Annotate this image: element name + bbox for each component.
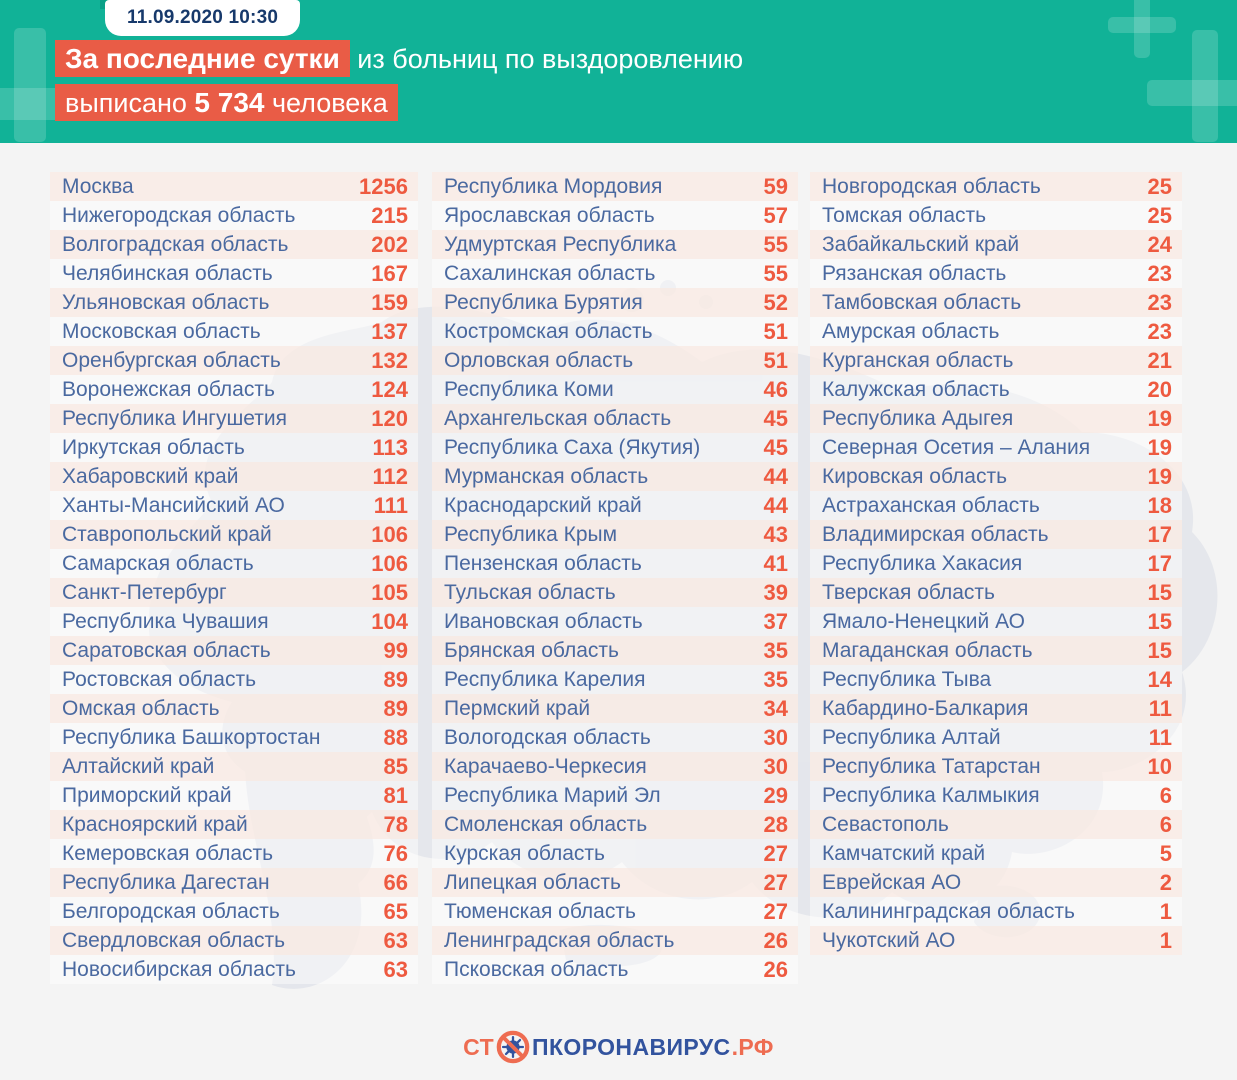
region-value: 112 bbox=[372, 463, 408, 489]
table-row bbox=[432, 636, 798, 665]
region-value: 43 bbox=[763, 521, 788, 547]
region-value: 113 bbox=[372, 434, 408, 460]
region-name: Удмуртская Республика bbox=[444, 232, 677, 256]
region-value: 45 bbox=[763, 434, 788, 460]
table-row bbox=[432, 520, 798, 549]
date-badge bbox=[105, 0, 300, 36]
region-name: Республика Бурятия bbox=[444, 290, 643, 314]
region-name: Республика Адыгея bbox=[822, 406, 1014, 430]
region-value: 120 bbox=[371, 405, 408, 431]
region-name: Красноярский край bbox=[62, 812, 248, 836]
region-value: 34 bbox=[763, 695, 788, 721]
region-value: 41 bbox=[763, 550, 788, 576]
region-name: Калужская область bbox=[822, 377, 1010, 401]
table-row bbox=[50, 230, 418, 259]
region-name: Курганская область bbox=[822, 348, 1014, 372]
region-name: Севастополь bbox=[822, 812, 949, 836]
region-name: Пензенская область bbox=[444, 551, 642, 575]
table-row bbox=[432, 462, 798, 491]
region-value: 111 bbox=[373, 492, 408, 518]
region-value: 35 bbox=[763, 666, 788, 692]
region-name: Астраханская область bbox=[822, 493, 1040, 517]
table-row bbox=[810, 578, 1182, 607]
region-name: Республика Дагестан bbox=[62, 870, 270, 894]
table-row bbox=[810, 926, 1182, 955]
table-row bbox=[432, 607, 798, 636]
headline bbox=[55, 40, 743, 121]
region-name: Забайкальский край bbox=[822, 232, 1020, 256]
region-value: 23 bbox=[1147, 289, 1172, 315]
region-value: 15 bbox=[1147, 579, 1172, 605]
region-value: 1 bbox=[1159, 927, 1172, 953]
region-name: Костромская область bbox=[444, 319, 653, 343]
logo-text-middle: ПКОРОНАВИРУС bbox=[532, 1033, 731, 1060]
region-name: Республика Татарстан bbox=[822, 754, 1041, 778]
table-row bbox=[432, 201, 798, 230]
table-row bbox=[50, 926, 418, 955]
region-value: 39 bbox=[763, 579, 788, 605]
region-name: Смоленская область bbox=[444, 812, 648, 836]
headline-rest: из больниц по выздоровлению bbox=[349, 44, 744, 74]
table-row bbox=[50, 491, 418, 520]
table-row bbox=[50, 404, 418, 433]
region-value: 11 bbox=[1148, 724, 1172, 750]
table-row bbox=[50, 868, 418, 897]
table-row bbox=[50, 201, 418, 230]
table-row bbox=[50, 462, 418, 491]
region-value: 44 bbox=[763, 492, 788, 518]
region-name: Республика Крым bbox=[444, 522, 618, 546]
region-name: Свердловская область bbox=[62, 928, 286, 952]
table-row bbox=[432, 839, 798, 868]
region-value: 23 bbox=[1147, 318, 1172, 344]
table-row bbox=[50, 607, 418, 636]
region-name: Ханты-Мансийский АО bbox=[62, 493, 285, 517]
region-name: Камчатский край bbox=[822, 841, 986, 865]
region-value: 46 bbox=[763, 376, 788, 402]
table-row bbox=[50, 375, 418, 404]
logo-text-suffix: .РФ bbox=[731, 1033, 774, 1060]
table-row bbox=[810, 549, 1182, 578]
headline-line-2 bbox=[55, 84, 743, 121]
table-row bbox=[432, 172, 798, 201]
region-value: 76 bbox=[383, 840, 408, 866]
region-value: 29 bbox=[763, 782, 788, 808]
region-name: Омская область bbox=[62, 696, 220, 720]
table-row bbox=[810, 491, 1182, 520]
region-name: Ульяновская область bbox=[62, 290, 270, 314]
table-row bbox=[432, 578, 798, 607]
region-name: Приморский край bbox=[62, 783, 232, 807]
region-value: 11 bbox=[1148, 695, 1172, 721]
region-name: Иркутская область bbox=[62, 435, 245, 459]
region-name: Псковская область bbox=[444, 957, 629, 981]
region-value: 35 bbox=[763, 637, 788, 663]
region-name: Курская область bbox=[444, 841, 605, 865]
region-name: Владимирская область bbox=[822, 522, 1049, 546]
region-name: Ростовская область bbox=[62, 667, 257, 691]
region-value: 5 bbox=[1159, 840, 1172, 866]
region-name: Республика Чувашия bbox=[62, 609, 269, 633]
table-row bbox=[810, 868, 1182, 897]
region-value: 17 bbox=[1147, 550, 1172, 576]
region-value: 89 bbox=[383, 666, 408, 692]
region-name: Новгородская область bbox=[822, 174, 1041, 198]
region-name: Калининградская область bbox=[822, 899, 1075, 923]
region-name: Ярославская область bbox=[444, 203, 655, 227]
region-value: 89 bbox=[383, 695, 408, 721]
region-value: 88 bbox=[383, 724, 408, 750]
table-row bbox=[810, 404, 1182, 433]
region-name: Саратовская область bbox=[62, 638, 271, 662]
table-row bbox=[810, 694, 1182, 723]
headline-line2-post: человека bbox=[264, 88, 388, 118]
region-name: Республика Алтай bbox=[822, 725, 1001, 749]
table-row bbox=[50, 172, 418, 201]
region-value: 27 bbox=[763, 898, 788, 924]
table-row bbox=[50, 288, 418, 317]
region-value: 52 bbox=[763, 289, 788, 315]
region-value: 137 bbox=[371, 318, 408, 344]
table-row bbox=[810, 375, 1182, 404]
region-name: Республика Башкортостан bbox=[62, 725, 321, 749]
table-row bbox=[432, 230, 798, 259]
region-name: Карачаево-Черкесия bbox=[444, 754, 647, 778]
region-name: Ямало-Ненецкий АО bbox=[822, 609, 1025, 633]
region-name: Сахалинская область bbox=[444, 261, 656, 285]
table-row bbox=[810, 230, 1182, 259]
table-row bbox=[432, 810, 798, 839]
region-name: Республика Хакасия bbox=[822, 551, 1023, 575]
region-value: 27 bbox=[763, 840, 788, 866]
table-row bbox=[810, 839, 1182, 868]
region-name: Оренбургская область bbox=[62, 348, 281, 372]
region-value: 63 bbox=[383, 927, 408, 953]
headline-line2-pre: выписано bbox=[65, 88, 195, 118]
region-value: 20 bbox=[1147, 376, 1172, 402]
region-value: 30 bbox=[763, 753, 788, 779]
table-row bbox=[432, 926, 798, 955]
table-row bbox=[50, 636, 418, 665]
table-row bbox=[50, 810, 418, 839]
region-name: Республика Мордовия bbox=[444, 174, 663, 198]
table-row bbox=[50, 317, 418, 346]
region-name: Новосибирская область bbox=[62, 957, 296, 981]
region-value: 28 bbox=[763, 811, 788, 837]
region-value: 124 bbox=[371, 376, 408, 402]
region-value: 44 bbox=[763, 463, 788, 489]
region-value: 26 bbox=[763, 956, 788, 982]
region-name: Республика Тыва bbox=[822, 667, 992, 691]
region-name: Тульская область bbox=[444, 580, 616, 604]
region-name: Челябинская область bbox=[62, 261, 273, 285]
table-row bbox=[50, 781, 418, 810]
table-row bbox=[50, 259, 418, 288]
table-row bbox=[810, 781, 1182, 810]
headline-highlight-2 bbox=[55, 84, 398, 121]
table-row bbox=[810, 607, 1182, 636]
region-name: Вологодская область bbox=[444, 725, 651, 749]
table-row bbox=[50, 346, 418, 375]
region-name: Томская область bbox=[822, 203, 987, 227]
table-row bbox=[50, 752, 418, 781]
table-row bbox=[432, 694, 798, 723]
region-value: 24 bbox=[1147, 231, 1172, 257]
region-name: Кабардино-Балкария bbox=[822, 696, 1029, 720]
region-name: Кемеровская область bbox=[62, 841, 274, 865]
region-name: Краснодарский край bbox=[444, 493, 642, 517]
table-row bbox=[810, 259, 1182, 288]
region-value: 1256 bbox=[359, 173, 408, 199]
region-name: Рязанская область bbox=[822, 261, 1007, 285]
table-row bbox=[432, 288, 798, 317]
region-value: 59 bbox=[763, 173, 788, 199]
region-name: Ивановская область bbox=[444, 609, 643, 633]
region-value: 78 bbox=[383, 811, 408, 837]
region-name: Чукотский АО bbox=[822, 928, 956, 952]
region-value: 106 bbox=[371, 550, 408, 576]
table-row bbox=[810, 752, 1182, 781]
region-name: Ленинградская область bbox=[444, 928, 675, 952]
table-row bbox=[432, 317, 798, 346]
region-value: 51 bbox=[763, 347, 788, 373]
region-value: 26 bbox=[763, 927, 788, 953]
region-value: 51 bbox=[763, 318, 788, 344]
region-name: Республика Ингушетия bbox=[62, 406, 288, 430]
table-row bbox=[50, 665, 418, 694]
no-virus-icon bbox=[496, 1030, 530, 1064]
region-column bbox=[810, 172, 1182, 955]
region-value: 132 bbox=[371, 347, 408, 373]
table-row bbox=[50, 520, 418, 549]
region-value: 21 bbox=[1147, 347, 1172, 373]
table-row bbox=[810, 172, 1182, 201]
region-value: 6 bbox=[1159, 811, 1172, 837]
region-name: Республика Марий Эл bbox=[444, 783, 661, 807]
table-row bbox=[810, 897, 1182, 926]
region-value: 17 bbox=[1147, 521, 1172, 547]
region-name: Тюменская область bbox=[444, 899, 636, 923]
table-row bbox=[810, 346, 1182, 375]
table-row bbox=[810, 723, 1182, 752]
region-name: Москва bbox=[62, 174, 134, 198]
region-value: 105 bbox=[371, 579, 408, 605]
region-name: Орловская область bbox=[444, 348, 634, 372]
region-value: 215 bbox=[371, 202, 408, 228]
region-name: Республика Коми bbox=[444, 377, 614, 401]
region-value: 19 bbox=[1147, 405, 1172, 431]
region-name: Мурманская область bbox=[444, 464, 649, 488]
table-row bbox=[50, 723, 418, 752]
region-name: Волгоградская область bbox=[62, 232, 289, 256]
table-row bbox=[432, 752, 798, 781]
table-row bbox=[50, 578, 418, 607]
region-name: Белгородская область bbox=[62, 899, 280, 923]
region-name: Тамбовская область bbox=[822, 290, 1022, 314]
region-value: 45 bbox=[763, 405, 788, 431]
table-row bbox=[432, 781, 798, 810]
region-value: 18 bbox=[1147, 492, 1172, 518]
table-row bbox=[432, 955, 798, 984]
table-row bbox=[432, 433, 798, 462]
table-row bbox=[432, 404, 798, 433]
region-name: Московская область bbox=[62, 319, 261, 343]
region-name: Кировская область bbox=[822, 464, 1008, 488]
table-row bbox=[50, 549, 418, 578]
region-value: 15 bbox=[1147, 637, 1172, 663]
region-name: Нижегородская область bbox=[62, 203, 296, 227]
region-value: 159 bbox=[371, 289, 408, 315]
table-row bbox=[810, 433, 1182, 462]
headline-highlight: За последние сутки bbox=[55, 40, 350, 77]
region-name: Республика Калмыкия bbox=[822, 783, 1040, 807]
table-row bbox=[810, 636, 1182, 665]
table-row bbox=[810, 462, 1182, 491]
date-text: 11.09.2020 10:30 bbox=[127, 7, 279, 28]
region-value: 63 bbox=[383, 956, 408, 982]
logo-text-prefix: СТ bbox=[463, 1033, 495, 1060]
table-row bbox=[50, 897, 418, 926]
table-row bbox=[432, 346, 798, 375]
region-name: Пермский край bbox=[444, 696, 591, 720]
region-name: Тверская область bbox=[822, 580, 995, 604]
region-value: 25 bbox=[1147, 202, 1172, 228]
region-name: Республика Карелия bbox=[444, 667, 646, 691]
region-name: Воронежская область bbox=[62, 377, 275, 401]
table-row bbox=[432, 868, 798, 897]
region-name: Ставропольский край bbox=[62, 522, 272, 546]
region-value: 14 bbox=[1147, 666, 1172, 692]
region-value: 55 bbox=[763, 260, 788, 286]
table-row bbox=[432, 259, 798, 288]
region-value: 37 bbox=[763, 608, 788, 634]
region-value: 30 bbox=[763, 724, 788, 750]
region-column bbox=[50, 172, 418, 984]
table-row bbox=[432, 375, 798, 404]
region-name: Санкт-Петербург bbox=[62, 580, 227, 604]
region-value: 66 bbox=[383, 869, 408, 895]
region-name: Магаданская область bbox=[822, 638, 1033, 662]
region-name: Самарская область bbox=[62, 551, 254, 575]
region-value: 23 bbox=[1147, 260, 1172, 286]
region-value: 106 bbox=[371, 521, 408, 547]
region-value: 81 bbox=[383, 782, 408, 808]
region-value: 1 bbox=[1159, 898, 1172, 924]
region-value: 19 bbox=[1147, 463, 1172, 489]
table-row bbox=[432, 665, 798, 694]
table-row bbox=[810, 665, 1182, 694]
region-value: 99 bbox=[383, 637, 408, 663]
table-row bbox=[810, 288, 1182, 317]
region-name: Брянская область bbox=[444, 638, 619, 662]
discharged-total: 5 734 bbox=[194, 87, 265, 118]
region-name: Северная Осетия – Алания bbox=[822, 435, 1091, 459]
region-value: 167 bbox=[371, 260, 408, 286]
region-value: 2 bbox=[1159, 869, 1172, 895]
region-value: 57 bbox=[763, 202, 788, 228]
region-name: Хабаровский край bbox=[62, 464, 239, 488]
region-value: 55 bbox=[763, 231, 788, 257]
region-value: 65 bbox=[383, 898, 408, 924]
region-name: Республика Саха (Якутия) bbox=[444, 435, 701, 459]
table-row bbox=[50, 839, 418, 868]
region-value: 202 bbox=[371, 231, 408, 257]
table-row bbox=[810, 201, 1182, 230]
region-name: Липецкая область bbox=[444, 870, 621, 894]
stopcoronavirus-logo bbox=[463, 1030, 774, 1064]
table-row bbox=[810, 520, 1182, 549]
region-value: 25 bbox=[1147, 173, 1172, 199]
table-row bbox=[50, 955, 418, 984]
region-value: 85 bbox=[383, 753, 408, 779]
headline-line-1 bbox=[55, 40, 743, 77]
table-row bbox=[810, 810, 1182, 839]
region-value: 10 bbox=[1147, 753, 1172, 779]
table-row bbox=[810, 317, 1182, 346]
region-name: Еврейская АО bbox=[822, 870, 962, 894]
region-column bbox=[432, 172, 798, 984]
region-value: 27 bbox=[763, 869, 788, 895]
table-row bbox=[432, 897, 798, 926]
region-name: Амурская область bbox=[822, 319, 1000, 343]
region-value: 19 bbox=[1147, 434, 1172, 460]
region-name: Алтайский край bbox=[62, 754, 215, 778]
footer bbox=[0, 1022, 1237, 1072]
region-name: Архангельская область bbox=[444, 406, 672, 430]
region-value: 15 bbox=[1147, 608, 1172, 634]
table-row bbox=[432, 723, 798, 752]
table-row bbox=[50, 433, 418, 462]
region-value: 6 bbox=[1159, 782, 1172, 808]
table-row bbox=[432, 549, 798, 578]
region-value: 104 bbox=[371, 608, 408, 634]
table-row bbox=[50, 694, 418, 723]
table-row bbox=[432, 491, 798, 520]
